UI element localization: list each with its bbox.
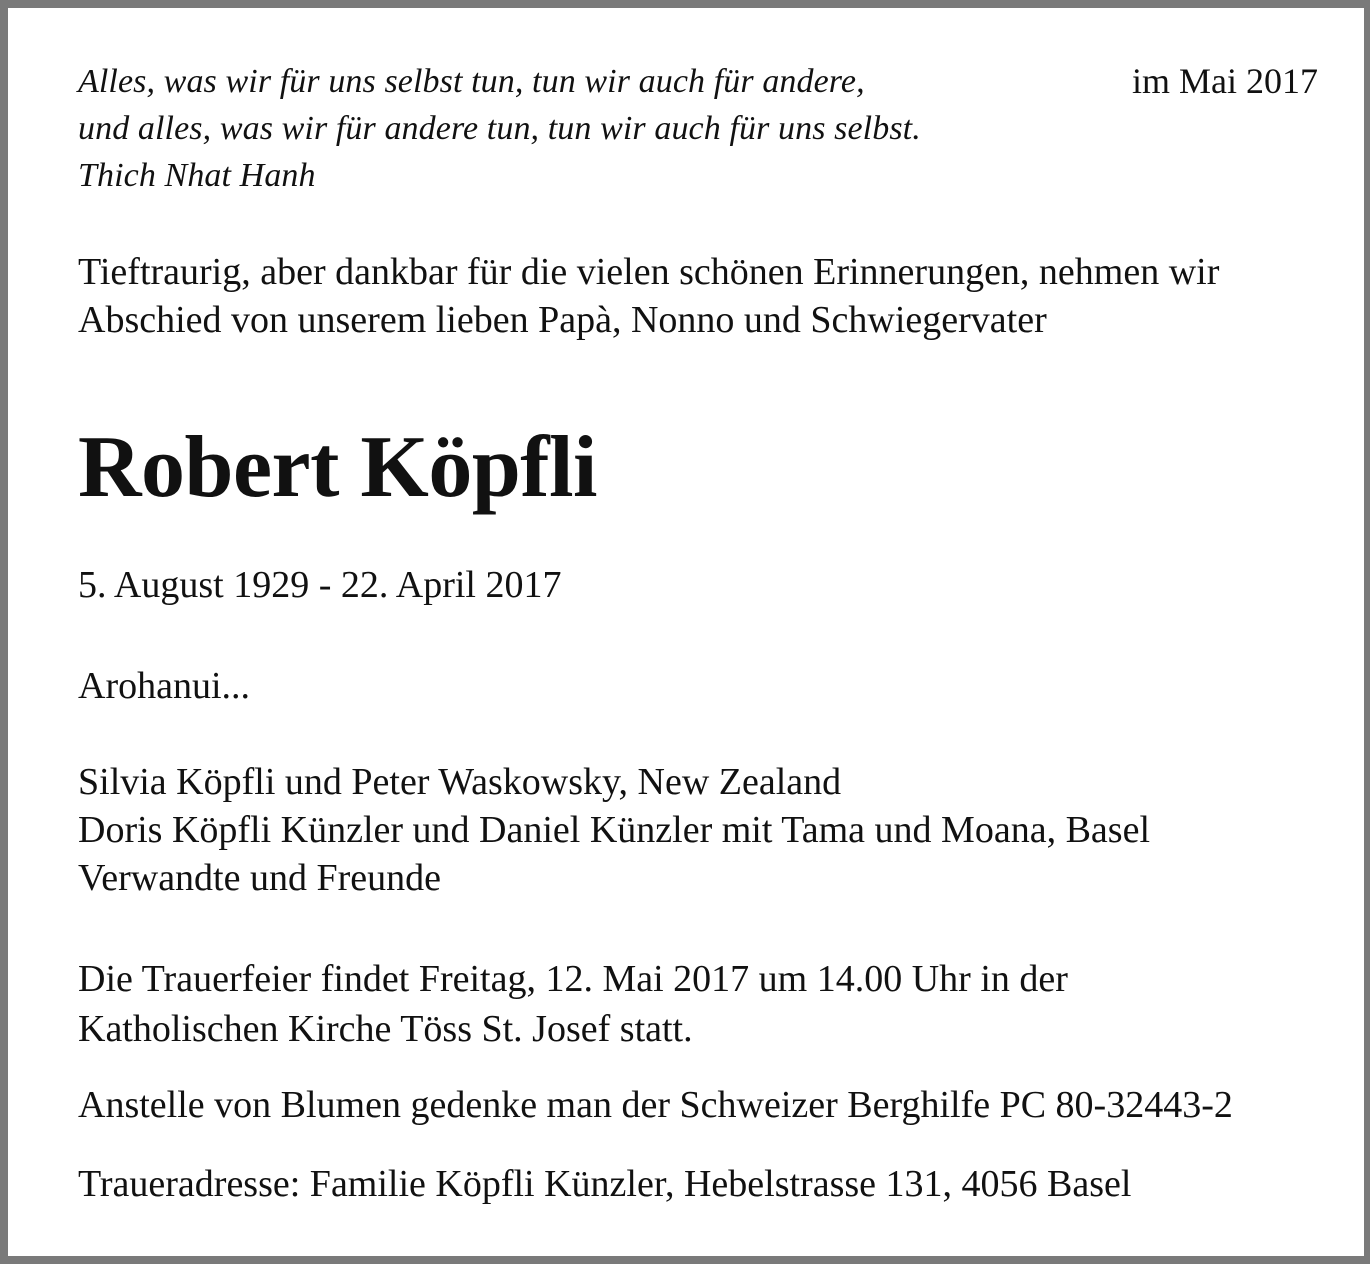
obituary-content [78, 8, 1318, 1256]
farewell-word: Arohanui... [78, 665, 251, 707]
mourner-line: Verwandte und Freunde [78, 857, 442, 899]
mourner-line: Doris Köpfli Künzler und Daniel Künzler mit Tama und Moana, Basel [78, 809, 1150, 851]
ceremony-info [78, 954, 1068, 1054]
quote-line: Alles, was wir für uns selbst tun, tun wir auch für andere, [78, 63, 865, 100]
lifespan-dates: 5. August 1929 - 22. April 2017 [78, 564, 562, 606]
quote-line: und alles, was wir für andere tun, tun wir auch für uns selbst. [78, 110, 921, 147]
quote-author: Thich Nhat Hanh [78, 157, 316, 194]
intro-text [78, 248, 1318, 344]
donation-note: Anstelle von Blumen gedenke man der Schweizer Berghilfe PC 80-32443-2 [78, 1084, 1233, 1126]
quote-block [78, 58, 1038, 199]
intro-line: Abschied von unserem lieben Papà, Nonno und Schwiegervater [78, 299, 1047, 341]
mourners-list [78, 758, 1150, 902]
intro-line: Tieftraurig, aber dankbar für die vielen schönen Erinnerungen, nehmen wir [78, 251, 1220, 293]
notice-date: im Mai 2017 [1132, 61, 1318, 101]
mourner-line: Silvia Köpfli und Peter Waskowsky, New Zealand [78, 761, 842, 803]
ceremony-line: Die Trauerfeier findet Freitag, 12. Mai 2017 um 14.00 Uhr in der [78, 958, 1068, 1000]
mourning-address: Traueradresse: Familie Köpfli Künzler, Hebelstrasse 131, 4056 Basel [78, 1163, 1132, 1205]
ceremony-line: Katholischen Kirche Töss St. Josef statt. [78, 1008, 693, 1050]
deceased-name: Robert Köpfli [78, 419, 598, 516]
